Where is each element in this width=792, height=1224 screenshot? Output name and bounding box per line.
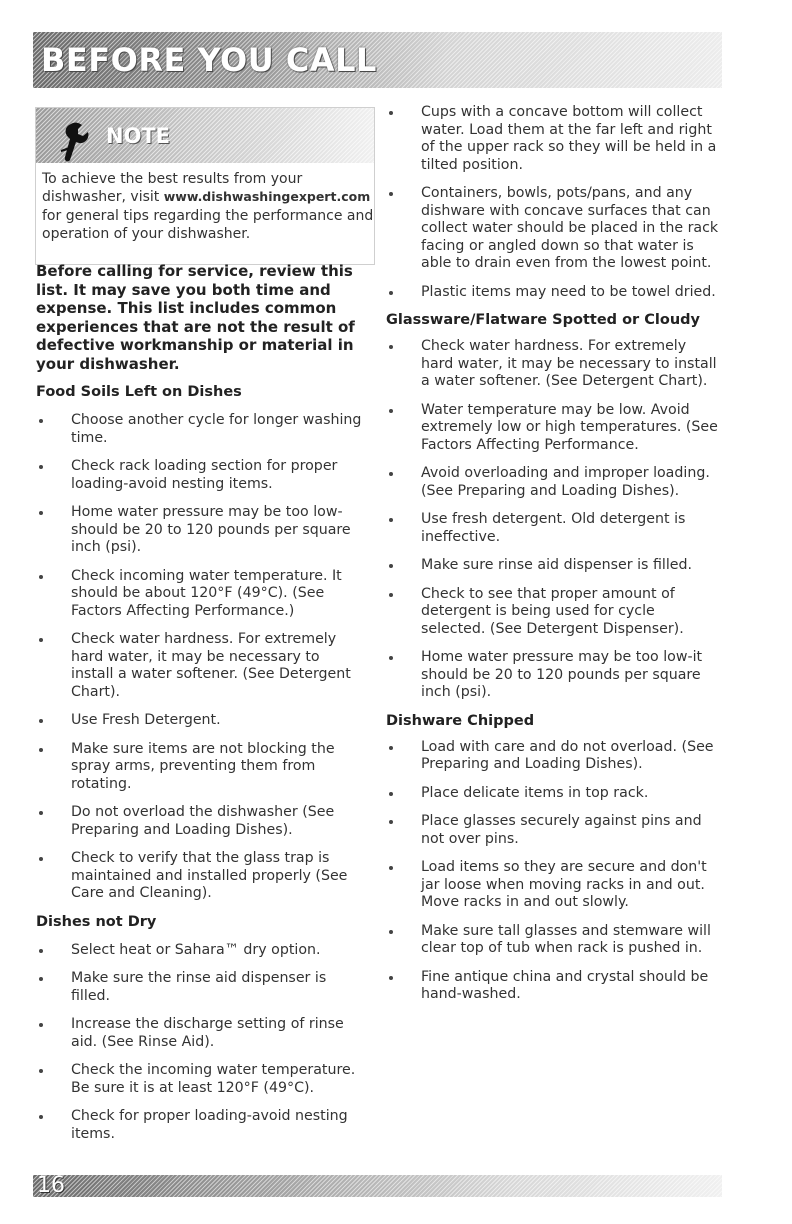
note-text-before: To achieve the best results from your dishwasher, visit bbox=[42, 171, 303, 206]
list-item: Use fresh detergent. Old detergent is ineffective. bbox=[386, 511, 720, 546]
list-item: Place glasses securely against pins and not over pins. bbox=[386, 813, 720, 848]
list-item: Use Fresh Detergent. bbox=[36, 712, 366, 730]
list-item: Check the incoming water temperature. Be sure it is at least 120°F (49°C). bbox=[36, 1062, 366, 1097]
list-item: Make sure the rinse aid dispenser is filled. bbox=[36, 970, 366, 1005]
page-number: 16 bbox=[37, 1173, 65, 1198]
list-item: Cups with a concave bottom will collect water. Load them at the far left and right of the upper rack so they will be held in a tilted position. bbox=[386, 104, 720, 174]
chipped-list bbox=[386, 739, 720, 1004]
list-item: Check to verify that the glass trap is maintained and installed properly (See Care and Cleaning). bbox=[36, 850, 366, 903]
list-item: Make sure items are not blocking the spray arms, preventing them from rotating. bbox=[36, 741, 366, 794]
section-title-chipped: Dishware Chipped bbox=[386, 712, 535, 729]
note-text-after: for general tips regarding the performance and operation of your dishwasher. bbox=[42, 207, 374, 242]
wrench-icon bbox=[59, 120, 91, 164]
list-item: Check incoming water temperature. It should be about 120°F (49°C). (See Factors Affecting Performance.) bbox=[36, 568, 366, 621]
section-not-dry-continued bbox=[386, 104, 720, 301]
list-item: Load with care and do not overload. (See Preparing and Loading Dishes). bbox=[386, 739, 720, 774]
list-item: Do not overload the dishwasher (See Preparing and Loading Dishes). bbox=[36, 804, 366, 839]
list-item: Place delicate items in top rack. bbox=[386, 785, 720, 803]
section-title-food-soils: Food Soils Left on Dishes bbox=[36, 384, 242, 400]
section-food-soils bbox=[36, 384, 366, 903]
section-chipped bbox=[386, 713, 720, 1004]
list-item: Home water pressure may be too low-should be 20 to 120 pounds per square inch (psi). bbox=[36, 504, 366, 557]
spotted-list bbox=[386, 338, 720, 702]
list-item: Home water pressure may be too low-it should be 20 to 120 pounds per square inch (psi). bbox=[386, 649, 720, 702]
section-spotted bbox=[386, 312, 720, 702]
website-link[interactable]: www.dishwashingexpert.com bbox=[163, 189, 371, 205]
note-title: NOTE bbox=[106, 124, 171, 148]
list-item: Avoid overloading and improper loading. (See Preparing and Loading Dishes). bbox=[386, 465, 720, 500]
footer-bar bbox=[33, 1175, 722, 1197]
list-item: Plastic items may need to be towel dried. bbox=[386, 284, 720, 302]
section-title-not-dry: Dishes not Dry bbox=[36, 913, 157, 930]
food-soils-list bbox=[36, 412, 366, 903]
list-item: Check for proper loading-avoid nesting items. bbox=[36, 1108, 366, 1143]
list-item: Check water hardness. For extremely hard water, it may be necessary to install a water softener. (See Detergent Chart). bbox=[36, 631, 366, 701]
right-column bbox=[386, 104, 720, 1015]
list-item: Increase the discharge setting of rinse aid. (See Rinse Aid). bbox=[36, 1016, 366, 1051]
list-item: Select heat or Sahara™ dry option. bbox=[36, 942, 366, 960]
list-item: Load items so they are secure and don't jar loose when moving racks in and out. Move racks in and out slowly. bbox=[386, 859, 720, 912]
list-item: Fine antique china and crystal should be hand-washed. bbox=[386, 969, 720, 1004]
list-item: Containers, bowls, pots/pans, and any dishware with concave surfaces that can collect water should be placed in the rack facing or angled down so that water is able to drain even from the lowest point. bbox=[386, 185, 720, 273]
list-item: Make sure tall glasses and stemware will clear top of tub when rack is pushed in. bbox=[386, 923, 720, 958]
section-not-dry bbox=[36, 914, 366, 1144]
note-text bbox=[36, 163, 374, 243]
list-item: Check rack loading section for proper loading-avoid nesting items. bbox=[36, 458, 366, 493]
list-item: Check to see that proper amount of detergent is being used for cycle selected. (See Detergent Dispenser). bbox=[386, 586, 720, 639]
left-column bbox=[36, 384, 366, 1154]
note-box bbox=[35, 107, 375, 265]
not-dry-continued-list bbox=[386, 104, 720, 301]
list-item: Choose another cycle for longer washing time. bbox=[36, 412, 366, 447]
list-item: Water temperature may be low. Avoid extremely low or high temperatures. (See Factors Affecting Performance. bbox=[386, 402, 720, 455]
intro-text: Before calling for service, review this list. It may save you both time and expense. This list includes common experiences that are not the result of defective workmanship or material in your dishwasher. bbox=[36, 262, 355, 373]
header-banner bbox=[33, 32, 722, 88]
note-header bbox=[36, 108, 374, 163]
not-dry-list bbox=[36, 942, 366, 1144]
list-item: Make sure rinse aid dispenser is filled. bbox=[386, 557, 720, 575]
list-item: Check water hardness. For extremely hard water, it may be necessary to install a water softener. (See Detergent Chart). bbox=[386, 338, 720, 391]
page-title: BEFORE YOU CALL bbox=[41, 41, 377, 79]
section-title-spotted: Glassware/Flatware Spotted or Cloudy bbox=[386, 312, 700, 328]
